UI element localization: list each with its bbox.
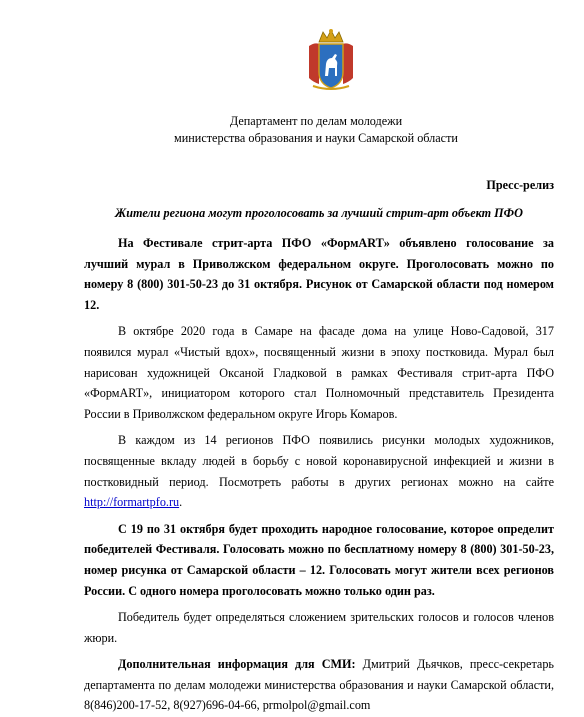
document-body xyxy=(84,233,554,716)
department-line-1: Департамент по делам молодежи xyxy=(229,114,403,128)
paragraph-2 xyxy=(84,430,554,512)
paragraph-3: С 19 по 31 октября будет проходить народное голосование, которое определит победителей Фестиваля. Голосовать можно по бесплатному номеру 8 (800) 301-50-23, номер рисунка от Самарской области – 12. Голосовать могут жители всех регионов России. С одного номера проголосовать можно только один раз. xyxy=(84,521,554,598)
lead-paragraph: На Фестивале стрит-арта ПФО «ФормART» объявлено голосование за лучший мурал в Приволжском федеральном округе. Проголосовать можно по номеру 8 (800) 301-50-23 до 31 октября. Рисунок от Самарской области под номером 12. xyxy=(84,236,554,312)
paragraph-1: В октябре 2020 года в Самаре на фасаде дома на улице Ново-Садовой, 317 появился мурал «Чистый вдох», посвященный жизни в эпоху постковида. Мурал был нарисован художницей Оксаной Гладковой в рамках Фестиваля стрит-арта ПФО «ФормART», инициатором которого стал Полномочный представитель Президента России в Приволжском федеральном округе Игорь Комаров. xyxy=(84,324,554,421)
media-info-text: Дмитрий Дьячков, пресс-секретарь департамента по делам молодежи министерства образования и науки Самарской области, 8(846)200-17-52, 8(927)696-04-66, prmolpol@gmail.com xyxy=(84,657,554,713)
paragraph-5 xyxy=(84,654,554,716)
paragraph-2-text: В каждом из 14 регионов ПФО появились рисунки молодых художников, посвященные вкладу людей в борьбу с новой коронавирусной инфекцией и жизни в постковидный период. Посмотреть работы в других регионах можно на сайте xyxy=(84,433,554,489)
department-header xyxy=(0,113,584,147)
media-info-label: Дополнительная информация для СМИ: xyxy=(118,657,356,672)
department-line-2: министерства образования и науки Самарской области xyxy=(174,131,458,145)
paragraph-4: Победитель будет определяться сложением зрительских голосов и голосов членов жюри. xyxy=(84,610,554,645)
paragraph-2-end: . xyxy=(179,495,183,510)
headline: Жители региона могут проголосовать за лучший стрит-арт объект ПФО xyxy=(115,206,523,220)
formart-link[interactable]: http://formartpfo.ru xyxy=(84,495,180,510)
coat-of-arms-icon xyxy=(305,28,357,92)
press-release-label: Пресс-релиз xyxy=(486,178,554,192)
